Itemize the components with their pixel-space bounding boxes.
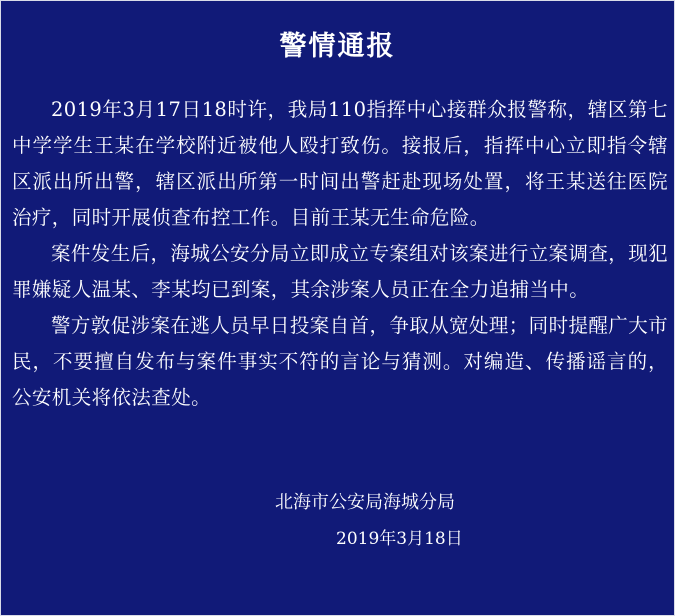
paragraph-investigation: 案件发生后，海城公安分局立即成立专案组对该案进行立案调查，现犯罪嫌疑人温某、李某均已到案，其余涉案人员正在全力追捕当中。 bbox=[12, 242, 668, 301]
issue-date: 2019年3月18日 bbox=[336, 529, 463, 549]
signature-block bbox=[1, 485, 674, 557]
notice-body bbox=[12, 92, 668, 416]
notice-title: 警情通报 bbox=[279, 31, 396, 62]
issuer-name: 北海市公安局海城分局 bbox=[275, 492, 455, 513]
paragraph-incident: 2019年3月17日18时许，我局110指挥中心接群众报警称，辖区第七中学学生王某在学校附近被他人殴打致伤。接报后，指挥中心立即指令辖区派出所出警，辖区派出所第一时间出警赶赴现场处置，将王某送往医院治疗，同时开展侦查布控工作。目前王某无生命危险。 bbox=[12, 98, 668, 229]
paragraph-appeal: 警方敦促涉案在逃人员早日投案自首，争取从宽处理；同时提醒广大市民，不要擅自发布与案件事实不符的言论与猜测。对编造、传播谣言的，公安机关将依法查处。 bbox=[12, 314, 668, 409]
